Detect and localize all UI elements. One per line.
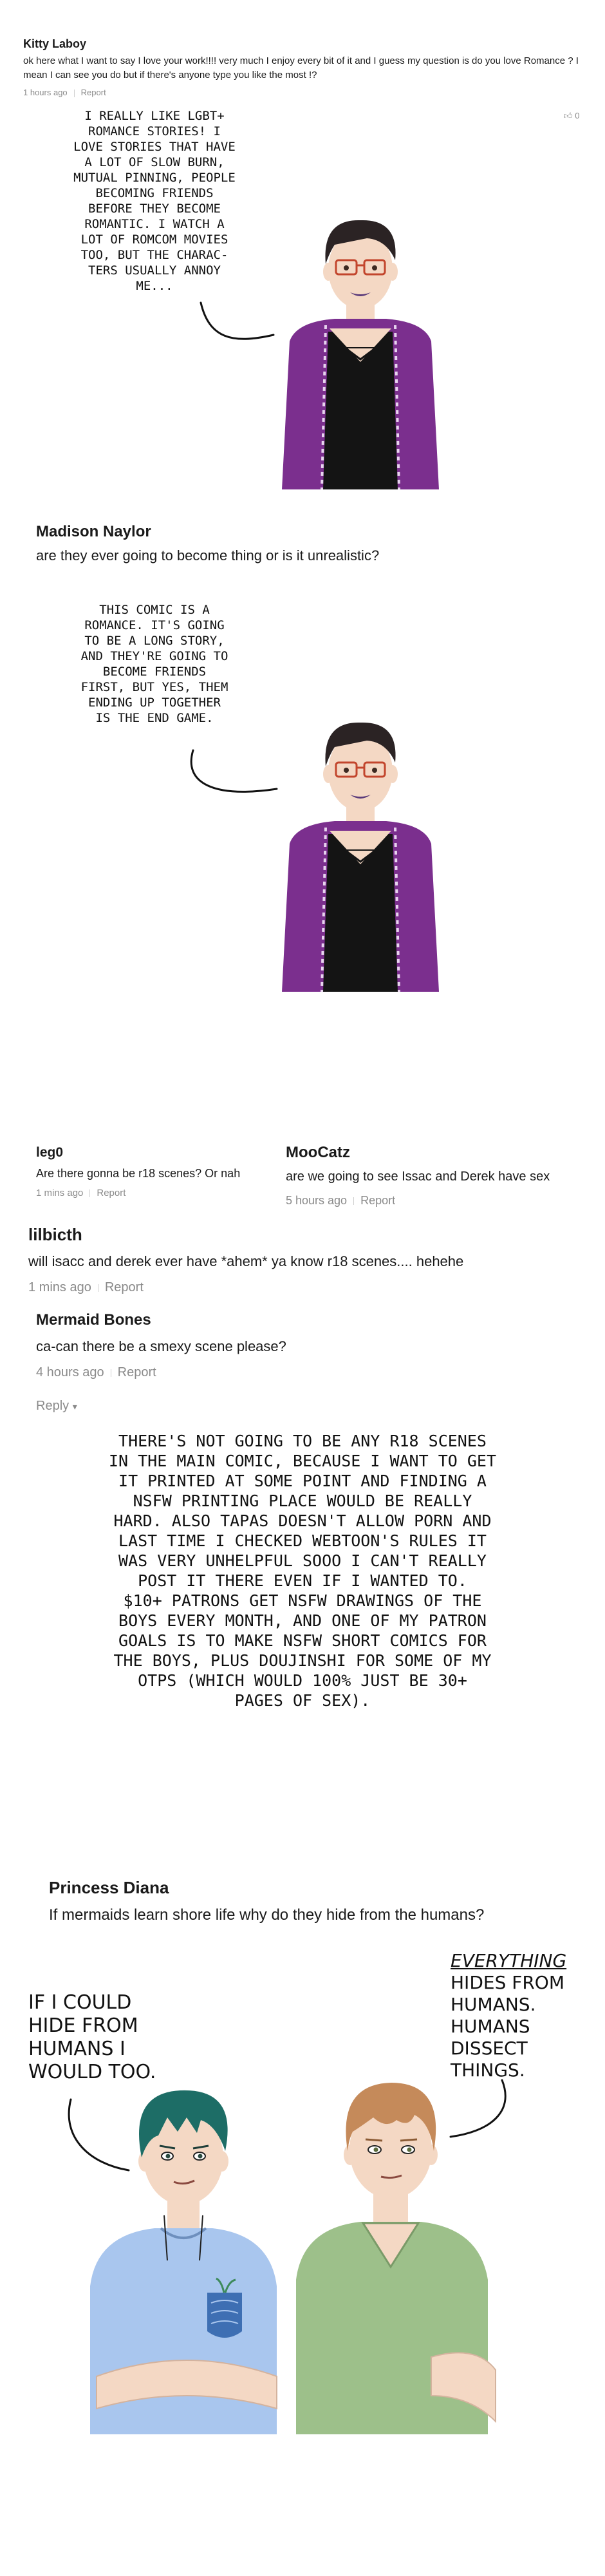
speech-emphasis: EVERYTHING [451, 1950, 567, 1971]
commenter-name: Princess Diana [49, 1878, 169, 1897]
report-link[interactable]: Report [97, 1188, 126, 1198]
speech-line: DISSECT [451, 2038, 528, 2059]
answer-line: TO BE A LONG STORY, [84, 634, 225, 648]
comment-text: will isacc and derek ever have *ahem* ya know r18 scenes.... hehehe [28, 1253, 464, 1269]
answer-line: I REALLY LIKE LGBT+ [84, 109, 225, 123]
speech-line: HIDE FROM [28, 2014, 138, 2037]
answer-line: THERE'S NOT GOING TO BE ANY R18 SCENES [118, 1432, 487, 1450]
answer-line: $10+ PATRONS GET NSFW DRAWINGS OF THE [123, 1591, 482, 1610]
answer-line: LOVE STORIES THAT HAVE [73, 140, 236, 154]
answer-line: HARD. ALSO TAPAS DOESN'T ALLOW PORN AND [113, 1511, 492, 1530]
report-link[interactable]: Report [104, 1280, 144, 1294]
comment-text: are we going to see Issac and Derek have sex [286, 1170, 550, 1184]
commenter-name: Madison Naylor [36, 523, 151, 540]
speech-line: HUMANS [451, 2016, 530, 2037]
answer-line: POST IT THERE EVEN IF I WANTED TO. [138, 1571, 467, 1590]
answer-line: THE BOYS, PLUS DOUJINSHI FOR SOME OF MY [113, 1651, 492, 1670]
answer-line: MUTUAL PINNING, PEOPLE [73, 171, 236, 185]
comment-time: 1 mins ago [28, 1280, 91, 1294]
comment-time: 1 mins ago [36, 1188, 84, 1198]
answer-line: BECOMING FRIENDS [95, 186, 214, 200]
speech-line: HUMANS I [28, 2038, 126, 2060]
comment-time: 4 hours ago [36, 1365, 104, 1379]
speech-line: WOULD TOO. [28, 2061, 156, 2083]
character-illustration-left [84, 2074, 290, 2434]
commenter-name: lilbicth [28, 1225, 82, 1244]
speech-line: HIDES FROM [451, 1972, 564, 1993]
answer-line: BEFORE THEY BECOME [88, 202, 221, 216]
chevron-down-icon: ▾ [72, 1401, 77, 1412]
speech-line: IF I COULD [28, 1991, 132, 2014]
answer-line: GOALS IS TO MAKE NSFW SHORT COMICS FOR [118, 1631, 487, 1650]
comment-time: 5 hours ago [286, 1194, 348, 1207]
answer-line: ROMANCE STORIES! I [88, 124, 221, 138]
answer-line: BECOME FRIENDS [102, 665, 207, 679]
answer-line: LAST TIME I CHECKED WEBTOON'S RULES IT [118, 1531, 487, 1550]
reply-label: Reply [36, 1399, 70, 1413]
commenter-name: Mermaid Bones [36, 1311, 151, 1329]
answer-line: IT PRINTED AT SOME POINT AND FINDING A [118, 1472, 487, 1490]
answer-line: ENDING UP TOGETHER [88, 696, 221, 710]
answer-line: LOT OF ROMCOM MOVIES [80, 232, 228, 247]
answer-line: TOO, BUT THE CHARAC- [80, 248, 228, 262]
comment-text: If mermaids learn shore life why do they hide from the humans? [49, 1906, 485, 1924]
answer-line: WAS VERY UNHELPFUL SOOO I CAN'T REALLY [118, 1551, 487, 1570]
comment-text: ca-can there be a smexy scene please? [36, 1338, 286, 1354]
answer-line: ME... [136, 279, 173, 293]
report-link[interactable]: Report [117, 1365, 156, 1379]
answer-line: TERS USUALLY ANNOY [88, 263, 221, 278]
answer-line: BOYS EVERY MONTH, AND ONE OF MY PATRON [118, 1611, 487, 1630]
commenter-name: Kitty Laboy [23, 37, 87, 50]
answer-line: IN THE MAIN COMIC, BECAUSE I WANT TO GET [108, 1452, 497, 1470]
answer-line: ROMANTIC. I WATCH A [84, 217, 225, 231]
report-link[interactable]: Report [80, 88, 106, 97]
speech-line: THINGS. [451, 2060, 525, 2081]
commenter-name: MooCatz [286, 1144, 350, 1161]
comment-text: Are there gonna be r18 scenes? Or nah [36, 1167, 241, 1180]
commenter-name: leg0 [36, 1145, 64, 1160]
answer-line: PAGES OF SEX). [234, 1691, 371, 1710]
answer-line: OTPS (WHICH WOULD 100% JUST BE 30+ [138, 1671, 467, 1690]
answer-line: ROMANCE. IT'S GOING [84, 618, 225, 632]
thumbs-up-icon: 👍︎ [564, 111, 573, 120]
comment-text: ok here what I want to say I love your work!!!! very much I enjoy every bit of it and I guess my question is do you love Romance ? I mean I can see you do but if there's anyone type you like the most !? [23, 55, 579, 80]
answer-line: FIRST, BUT YES, THEM [80, 680, 228, 694]
speech-line: HUMANS. [451, 1994, 536, 2015]
report-link[interactable]: Report [360, 1194, 396, 1207]
comment-time: 1 hours ago [23, 88, 68, 97]
character-illustration-right [283, 2061, 502, 2434]
answer-line: NSFW PRINTING PLACE WOULD BE REALLY [133, 1492, 472, 1510]
answer-line: IS THE END GAME. [95, 711, 214, 725]
answer-line: THIS COMIC IS A [99, 603, 210, 617]
comment-text: are they ever going to become thing or is it unrealistic? [36, 547, 380, 564]
answer-line: A LOT OF SLOW BURN, [84, 155, 225, 169]
answer-line: AND THEY'RE GOING TO [80, 649, 228, 663]
like-count: 0 [575, 111, 580, 120]
